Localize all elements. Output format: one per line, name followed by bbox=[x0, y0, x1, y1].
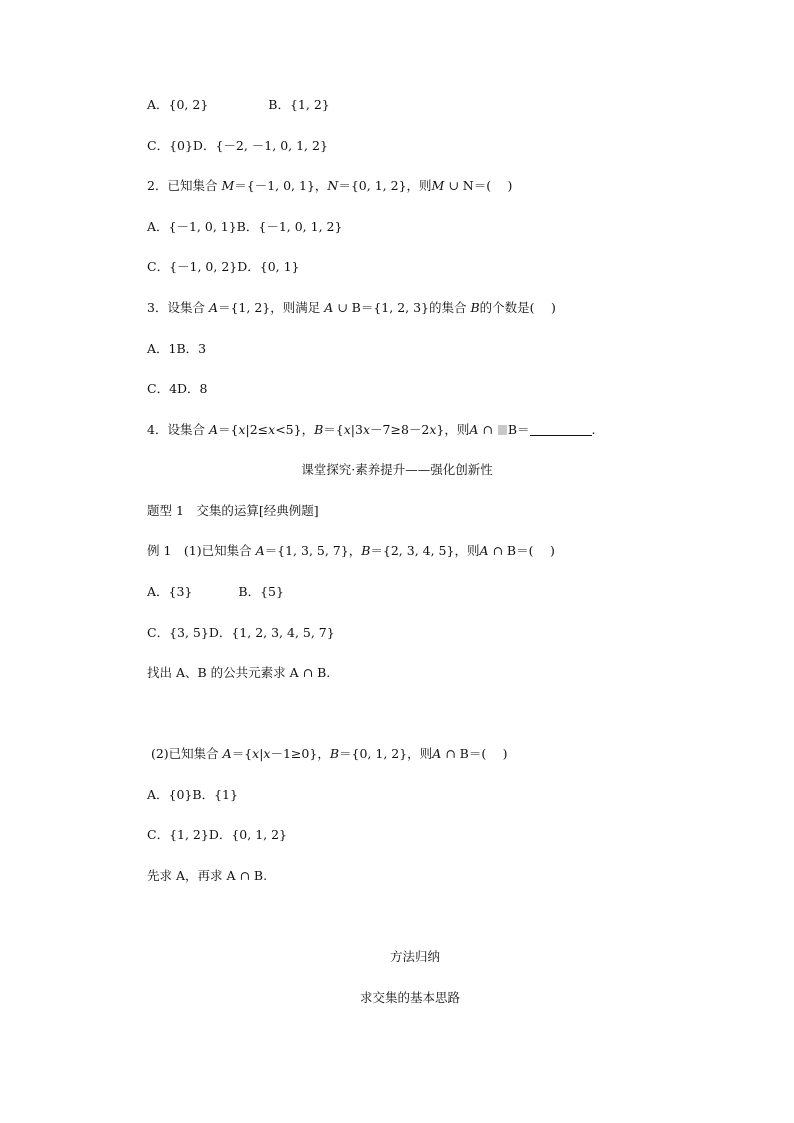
q2-text: 2．已知集合 bbox=[147, 178, 222, 193]
question-3 bbox=[147, 300, 556, 316]
q4-var: x bbox=[429, 422, 437, 437]
q2-text: ＝{0, 1, 2}，则 bbox=[338, 178, 432, 193]
q4-text: . bbox=[591, 422, 596, 437]
ex2-text: ＝{ bbox=[231, 746, 253, 761]
q4-text: 4．设集合 bbox=[147, 422, 209, 437]
option-line-18: C．{1, 2}D．{0, 1, 2} bbox=[147, 827, 288, 842]
q3-var: A bbox=[324, 300, 334, 315]
q3-var: A bbox=[208, 300, 218, 315]
option-line-4: A．{－1, 0, 1}B．{－1, 0, 1, 2} bbox=[147, 219, 343, 234]
ex2-var: A bbox=[222, 746, 232, 761]
q4-text: ＝{ bbox=[323, 422, 344, 437]
ex1-text: 例 1 (1)已知集合 bbox=[147, 543, 256, 558]
ex2-text: ＝{0, 1, 2}，则 bbox=[339, 746, 433, 761]
question-4 bbox=[147, 422, 596, 438]
option-b: B．{5} bbox=[238, 584, 284, 599]
q4-var: x bbox=[268, 422, 276, 437]
ex2-text: (2)已知集合 bbox=[147, 746, 223, 761]
ex2-var: x bbox=[263, 746, 271, 761]
ex1-text: ＝{1, 3, 5, 7}， bbox=[264, 543, 362, 558]
q4-text: <5}， bbox=[275, 422, 315, 437]
answer-blank bbox=[530, 423, 592, 436]
ex2-var: B bbox=[329, 746, 340, 761]
option-a: A．{0, 2} bbox=[147, 97, 209, 112]
ex2-text: －1≥0}， bbox=[270, 746, 330, 761]
q2-var-m: M bbox=[221, 178, 235, 193]
q4-text: |3 bbox=[350, 422, 363, 437]
hint-2: 先求 A，再求 A ∩ B. bbox=[147, 868, 268, 883]
q3-var: B bbox=[470, 300, 480, 315]
example-2 bbox=[147, 746, 508, 762]
q2-var-n: N bbox=[327, 178, 339, 193]
shaded-glyph bbox=[498, 425, 507, 435]
hint-1: 找出 A、B 的公共元素求 A ∩ B. bbox=[147, 665, 331, 680]
method-heading: 方法归纳 bbox=[389, 949, 440, 964]
option-line-13 bbox=[147, 584, 284, 600]
q4-text: ＝{ bbox=[217, 422, 239, 437]
q3-text: 的个数是( ) bbox=[479, 300, 556, 315]
ex2-text: ∩ B＝( ) bbox=[441, 746, 508, 761]
q4-var: A bbox=[208, 422, 218, 437]
ex1-var: A bbox=[479, 543, 489, 558]
type-heading: 题型 1 交集的运算[经典例题] bbox=[147, 503, 319, 518]
method-subheading: 求交集的基本思路 bbox=[359, 990, 460, 1005]
ex2-var: x bbox=[252, 746, 260, 761]
q4-text: |2≤ bbox=[245, 422, 269, 437]
option-line-2: C．{0}D．{－2, －1, 0, 1, 2} bbox=[147, 138, 328, 153]
q4-text: ∩ bbox=[478, 422, 497, 437]
option-line-1 bbox=[147, 97, 330, 113]
q4-var: B bbox=[314, 422, 324, 437]
q4-var: x bbox=[343, 422, 351, 437]
q3-text: 3．设集合 bbox=[147, 300, 209, 315]
ex1-var: B bbox=[361, 543, 371, 558]
q4-text: }，则 bbox=[436, 422, 470, 437]
q3-text: ＝{1, 2}，则满足 bbox=[217, 300, 325, 315]
ex1-text: ∩ B＝( ) bbox=[488, 543, 555, 558]
option-line-5: C．{－1, 0, 2}D．{0, 1} bbox=[147, 259, 300, 274]
q4-var: A bbox=[469, 422, 479, 437]
option-a: A．{3} bbox=[147, 584, 193, 599]
question-2 bbox=[147, 178, 512, 194]
q4-var: x bbox=[362, 422, 371, 437]
option-line-17: A．{0}B．{1} bbox=[147, 787, 238, 802]
q4-text: －7≥8－2 bbox=[370, 422, 430, 437]
option-line-7: A．1B．3 bbox=[147, 341, 207, 356]
q4-text: B＝ bbox=[507, 422, 530, 437]
section-heading: 课堂探究·素养提升——强化创新性 bbox=[301, 462, 493, 477]
ex1-text: ＝{2, 3, 4, 5}，则 bbox=[370, 543, 480, 558]
option-line-14: C．{3, 5}D．{1, 2, 3, 4, 5, 7} bbox=[147, 625, 335, 640]
q2-text: ＝{－1, 0, 1}， bbox=[234, 178, 328, 193]
ex2-var: A bbox=[432, 746, 442, 761]
q3-text: ∪ B＝{1, 2, 3}的集合 bbox=[333, 300, 471, 315]
q4-var: x bbox=[238, 422, 246, 437]
ex1-var: A bbox=[255, 543, 265, 558]
example-1 bbox=[147, 543, 555, 559]
option-b: B．{1, 2} bbox=[268, 97, 330, 112]
ex2-text: | bbox=[259, 746, 264, 761]
q2-var-m: M bbox=[431, 178, 445, 193]
option-line-8: C．4D．8 bbox=[147, 381, 208, 396]
q2-text: ∪ N＝( ) bbox=[444, 178, 513, 193]
